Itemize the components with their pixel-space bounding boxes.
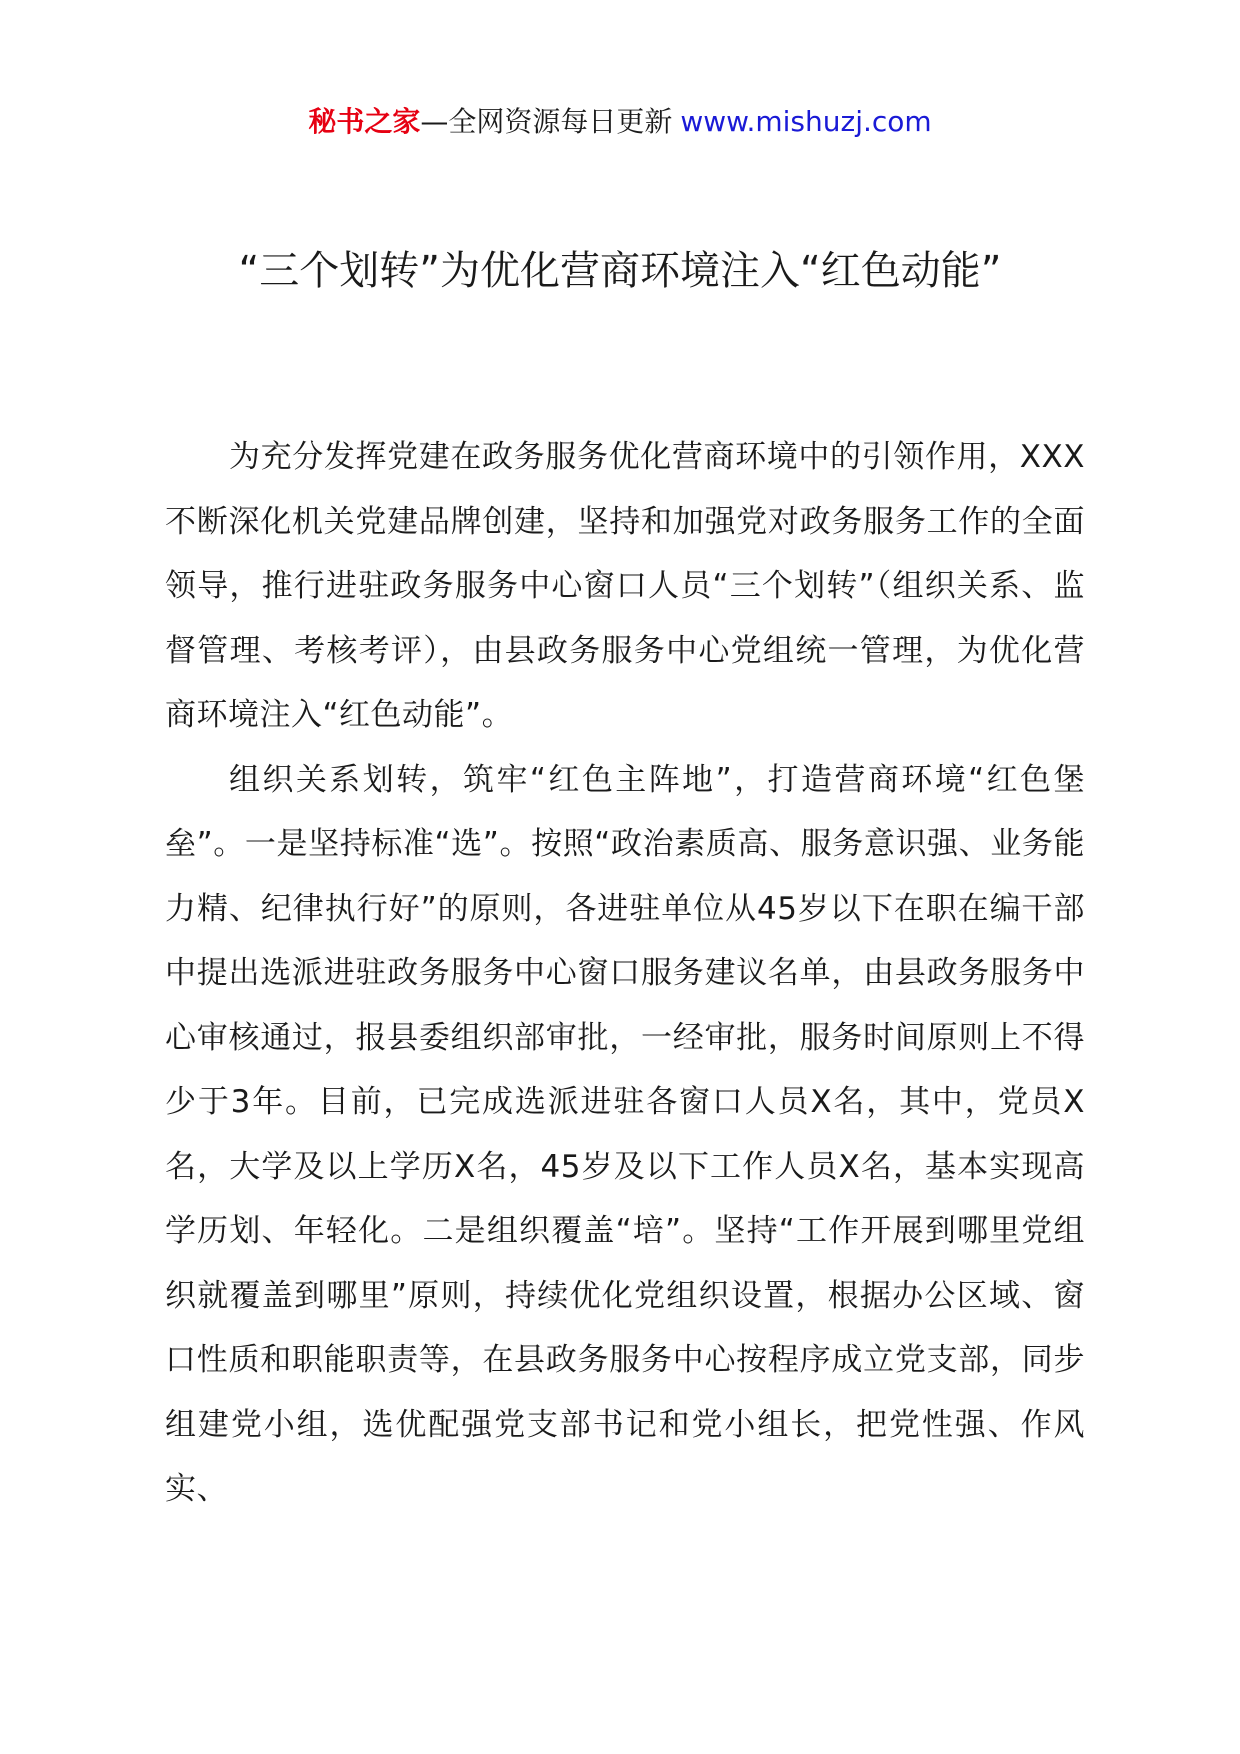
brand-name: 秘书之家: [308, 105, 421, 138]
paragraph-organization-transfer: 组织关系划转，筑牢“红色主阵地”，打造营商环境“红色堡垒”。一是坚持标准“选”。按照“政治素质高、服务意识强、业务能力精、纪律执行好”的原则，各进驻单位从45岁以下在职在编干部中提出选派进驻政务服务中心窗口服务建议名单，由县政务服务中心审核通过，报县委组织部审批，一经审批，服务时间原则上不得少于3年。目前，已完成选派进驻各窗口人员X名，其中，党员X名，大学及以上学历X名，45岁及以下工作人员X名，基本实现高学历划、年轻化。二是组织覆盖“培”。坚持“工作开展到哪里党组织就覆盖到哪里”原则，持续优化党组织设置，根据办公区域、窗口性质和职能职责等，在县政务服务中心按程序成立党支部，同步组建党小组，选优配强党支部书记和党小组长，把党性强、作风实、: [165, 761, 1085, 1507]
document-title: “三个划转”为优化营商环境注入“红色动能”: [238, 248, 1002, 294]
header-tagline: —全网资源每日更新: [420, 105, 673, 138]
paragraph-intro: 为充分发挥党建在政务服务优化营商环境中的引领作用，XXX不断深化机关党建品牌创建，坚持和加强党对政务服务工作的全面领导，推行进驻政务服务中心窗口人员“三个划转”（组织关系、监督管理、考核考评），由县政务服务中心党组统一管理，为优化营商环境注入“红色动能”。: [165, 439, 1085, 733]
site-header: [0, 100, 1240, 144]
document-body: [165, 425, 1085, 1522]
site-url-link[interactable]: www.mishuzj.com: [680, 105, 932, 138]
